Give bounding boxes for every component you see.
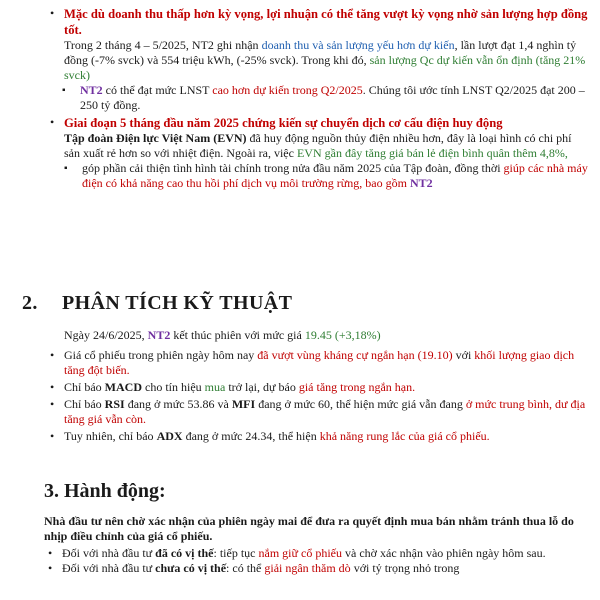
section-number: 2.: [22, 292, 38, 314]
highlight-red: giá tăng trong ngắn hạn.: [298, 380, 416, 394]
ticker-nt2: NT2: [80, 83, 103, 97]
highlight-green: sản lượng Qc dự kiến vẫn ổn định (tăng 21% svck): [64, 53, 586, 82]
text-span: : có thể: [226, 561, 265, 575]
text-span: Giá cổ phiếu trong phiên ngày hôm nay: [64, 348, 258, 362]
text-span: Trong 2 tháng 4 – 5/2025, NT2 ghi nhận: [64, 38, 262, 52]
text-span: , lần lượt đạt 1,4 nghìn tỷ đồng (-7% svck) và 554 triệu kWh, (-25% svck). Trong khi đó,: [64, 38, 577, 67]
highlight-red: cao hơn dự kiến trong Q2/2025: [212, 83, 363, 97]
action-bullet-holders: [44, 546, 592, 561]
ticker-nt2: NT2: [147, 328, 171, 342]
section-fundamentals: [50, 6, 590, 191]
highlight-green: EVN gần đây tăng giá bán lẻ điện bình quân thêm 4,8%,: [296, 146, 568, 160]
bullet-icon: •: [50, 348, 55, 362]
section-action: [44, 514, 592, 576]
highlight-red: giúp các nhà máy điện có khả năng cao thu hồi phí dịch vụ môi trường rừng, bao gồm: [82, 161, 588, 190]
technical-bullet-price: [50, 348, 590, 378]
highlight-red: khối lượng giao dịch tăng đột biến.: [64, 348, 575, 377]
highlight-green: mua: [204, 380, 226, 394]
bullet-icon: •: [50, 6, 55, 20]
indicator-mfi: MFI: [231, 397, 256, 411]
text-span: đang ở mức 53.86 và: [124, 397, 232, 411]
text-span: và chờ xác nhận vào phiên ngày hôm sau.: [342, 546, 546, 560]
highlight-red: ở mức trung bình, dư địa tăng giá vẫn còn.: [64, 397, 586, 426]
section-title: PHÂN TÍCH KỸ THUẬT: [62, 292, 293, 314]
text-span: với tỷ trọng nhỏ trong: [350, 561, 460, 575]
bullet-heading: Giai đoạn 5 tháng đầu năm 2025 chứng kiến sự chuyển dịch cơ cấu điện huy động: [64, 116, 503, 130]
highlight-red: khả năng rung lắc của giá cổ phiếu.: [319, 429, 490, 443]
text-span: : tiếp tục: [213, 546, 259, 560]
text-span: Đối với nhà đầu tư: [62, 546, 156, 560]
technical-bullet-rsi: [50, 397, 590, 427]
bullet-paragraph: [64, 38, 590, 83]
indicator-adx: ADX: [156, 429, 183, 443]
closing-price: 19.45 (+3,18%): [304, 328, 381, 342]
bullet-icon: •: [48, 546, 53, 560]
text-span: . Chúng tôi ước tính LNST Q2/2025 đạt 200 – 250 tỷ đồng.: [80, 83, 585, 112]
ticker-nt2: NT2: [409, 176, 433, 190]
technical-bullet-adx: [50, 429, 590, 444]
text-span: cho tín hiệu: [142, 380, 205, 394]
bullet-paragraph: [64, 131, 590, 161]
highlight-blue: doanh thu và sản lượng yếu hơn dự kiến: [261, 38, 455, 52]
text-bold: đã có vị thế: [155, 546, 214, 560]
bullet-icon: •: [50, 397, 55, 411]
highlight-red: đã vượt vùng kháng cự ngắn hạn (19.10): [257, 348, 453, 362]
section-heading-action: 3. Hành động:: [44, 480, 166, 502]
highlight-red: giải ngân thăm dò: [264, 561, 351, 575]
text-span: kết thúc phiên với mức giá: [170, 328, 305, 342]
bullet-icon: •: [50, 429, 55, 443]
sub-bullet-finance: [50, 161, 590, 191]
text-span: có thể đạt mức LNST: [102, 83, 213, 97]
section-technical: [50, 328, 590, 446]
technical-bullet-macd: [50, 380, 590, 395]
bullet-icon: •: [50, 115, 55, 129]
text-span: trở lại, dự báo: [225, 380, 299, 394]
action-lead: Nhà đầu tư nên chờ xác nhận của phiên ngày mai để đưa ra quyết định mua bán nhằm tránh thua lỗ do nhịp điều chỉnh của giá cổ phiếu.: [44, 514, 574, 543]
bullet-heading: Mặc dù doanh thu thấp hơn kỳ vọng, lợi nhuận có thể tăng vượt kỳ vọng nhờ sản lượng hợp đồng tốt.: [64, 7, 588, 37]
text-bold: chưa có vị thế: [155, 561, 227, 575]
bullet-profit-outlook: [50, 6, 590, 83]
text-span: góp phần cải thiện tình hình tài chính trong nửa đầu năm 2025 của Tập đoàn, đồng thời: [82, 161, 504, 175]
bullet-icon: •: [48, 561, 53, 575]
bullet-power-structure: [50, 115, 590, 161]
text-bold: Tập đoàn Điện lực Việt Nam (EVN): [64, 131, 247, 145]
text-span: đã huy động nguồn thủy điện nhiều hơn, đây là loại hình có chi phí sản xuất rẻ hơn so với nhiệt điện. Ngoài ra, việc: [64, 131, 572, 160]
square-bullet-icon: ▪: [64, 163, 68, 174]
bullet-icon: •: [50, 380, 55, 394]
section-heading-technical: [22, 292, 292, 315]
text-span: Chỉ báo: [64, 380, 105, 394]
text-span: với: [452, 348, 475, 362]
text-span: Ngày 24/6/2025,: [64, 328, 148, 342]
text-span: đang ở mức 24.34, thể hiện: [182, 429, 320, 443]
square-bullet-icon: ▪: [62, 85, 66, 96]
indicator-rsi: RSI: [104, 397, 125, 411]
text-span: Chỉ báo: [64, 397, 105, 411]
text-span: Đối với nhà đầu tư: [62, 561, 156, 575]
action-bullet-new: [44, 561, 592, 576]
sub-bullet-lnst: [50, 83, 590, 113]
indicator-macd: MACD: [104, 380, 142, 394]
technical-intro: [50, 328, 590, 343]
text-span: Tuy nhiên, chỉ báo: [64, 429, 157, 443]
text-span: đang ở mức 60, thể hiện mức giá vẫn đang: [255, 397, 466, 411]
highlight-red: nắm giữ cổ phiếu: [258, 546, 342, 560]
